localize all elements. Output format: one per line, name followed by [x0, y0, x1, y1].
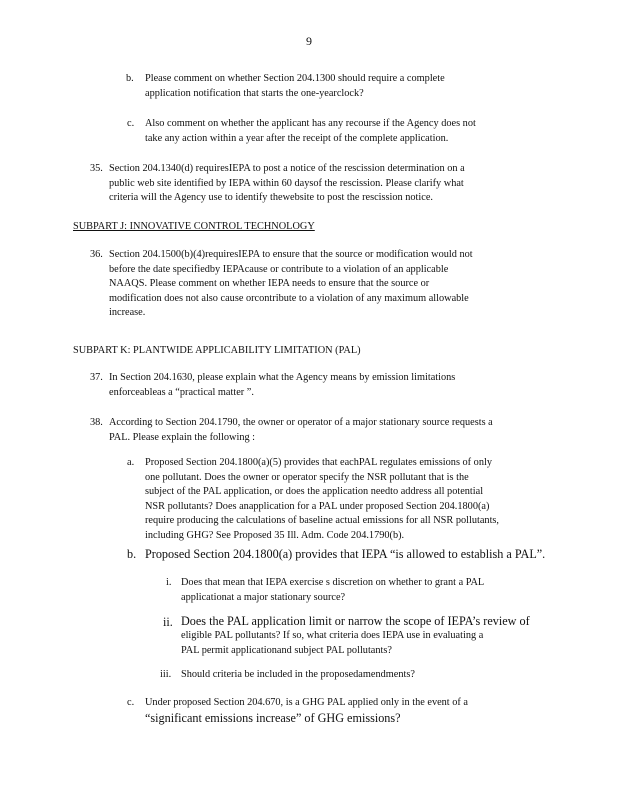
text-line: PAL. Please explain the following : [109, 431, 256, 443]
text-line: modification does not also cause orcontribute to a violation of any maximum allowable [109, 292, 469, 304]
text-line: Does the PAL application limit or narrow the scope of IEPA’s review of [181, 614, 530, 628]
text-line: increase. [109, 307, 146, 319]
question-38b-i-text [181, 576, 519, 605]
text-line: public web site identified by IEPA within 60 daysof the rescission. Please clarify what [109, 177, 464, 189]
question-36-text [109, 248, 537, 321]
text-line: Does that mean that IEPA exercise s discretion on whether to grant a PAL [181, 577, 485, 588]
text-line: Proposed Section 204.1800(a) provides that IEPA “is allowed to establish a PAL”. [145, 547, 546, 561]
text-line: require producing the calculations of baseline actual emissions for all NSR pollutants, [145, 515, 500, 527]
question-36-label: 36. [90, 249, 103, 260]
text-line: Also comment on whether the applicant has any recourse if the Agency does not [145, 118, 476, 129]
text-line: NAAQS. Please comment on whether IEPA needs to ensure that the source or [109, 278, 430, 290]
question-35-text [109, 162, 531, 206]
question-38b-iii-text [181, 668, 481, 683]
question-38b-i-label: i. [166, 577, 172, 588]
question-37-text [109, 371, 509, 400]
question-38c-text [145, 696, 513, 726]
text-line: eligible PAL pollutants? If so, what criteria does IEPA use in evaluating a [181, 630, 484, 641]
text-line: take any action within a year after the receipt of the complete application. [145, 132, 449, 144]
text-line: Section 204.1500(b)(4)requiresIEPA to ensure that the source or modification would not [109, 249, 473, 260]
text-line: Please comment on whether Section 204.1300 should require a complete [145, 73, 445, 84]
text-line: before the date specifiedby IEPAcause or contribute to a violation of an applicable [109, 263, 449, 275]
question-37-label: 37. [90, 372, 103, 383]
question-38b-ii-text [181, 614, 533, 658]
text-line: Should criteria be included in the proposedamendments? [181, 669, 415, 680]
item-b-text [145, 72, 488, 101]
question-38-label: 38. [90, 417, 103, 428]
text-line: Section 204.1340(d) requiresIEPA to post a notice of the rescission determination on a [109, 163, 465, 174]
question-38a-text [145, 456, 535, 544]
text-line: application notification that starts the one-yearclock? [145, 87, 364, 99]
question-38b-label: b. [127, 547, 137, 561]
text-line: including GHG? See Proposed 35 Ill. Adm. Code 204.1790(b). [145, 529, 405, 541]
subpart-j-heading: SUBPART J: INNOVATIVE CONTROL TECHNOLOGY [73, 221, 315, 232]
text-line: PAL permit applicationand subject PAL pollutants? [181, 644, 392, 656]
question-38c-label: c. [127, 697, 135, 708]
page-number: 9 [306, 34, 312, 48]
text-line: Under proposed Section 204.670, is a GHG PAL applied only in the event of a [145, 697, 468, 708]
text-line: Proposed Section 204.1800(a)(5) provides that eachPAL regulates emissions of only [145, 457, 492, 468]
text-line: applicationat a major stationary source? [181, 591, 346, 603]
question-35-label: 35. [90, 163, 103, 174]
question-38-text [109, 416, 539, 445]
text-line: According to Section 204.1790, the owner or operator of a major stationary source requests a [109, 417, 493, 428]
item-c-text [145, 117, 531, 146]
question-38b-iii-label: iii. [160, 669, 172, 680]
item-c-label: c. [127, 118, 135, 129]
question-38b-ii-label: ii. [163, 615, 173, 629]
text-line: “significant emissions increase” of GHG emissions? [145, 710, 401, 725]
question-38a-label: a. [127, 457, 135, 468]
subpart-k-heading: SUBPART K: PLANTWIDE APPLICABILITY LIMITATION (PAL) [73, 345, 361, 356]
text-line: criteria will the Agency use to identify thewebsite to post the rescission notice. [109, 192, 433, 204]
text-line: NSR pollutants? Does anapplication for a PAL under proposed Section 204.1800(a) [145, 500, 490, 512]
item-b-label: b. [126, 73, 134, 84]
question-38b-text [145, 547, 555, 562]
text-line: subject of the PAL application, or does the application needto address all potential [145, 486, 484, 498]
text-line: one pollutant. Does the owner or operator specify the NSR pollutant that is the [145, 471, 469, 483]
text-line: In Section 204.1630, please explain what the Agency means by emission limitations [109, 372, 456, 383]
text-line: enforceableas a “practical matter ”. [109, 386, 254, 398]
